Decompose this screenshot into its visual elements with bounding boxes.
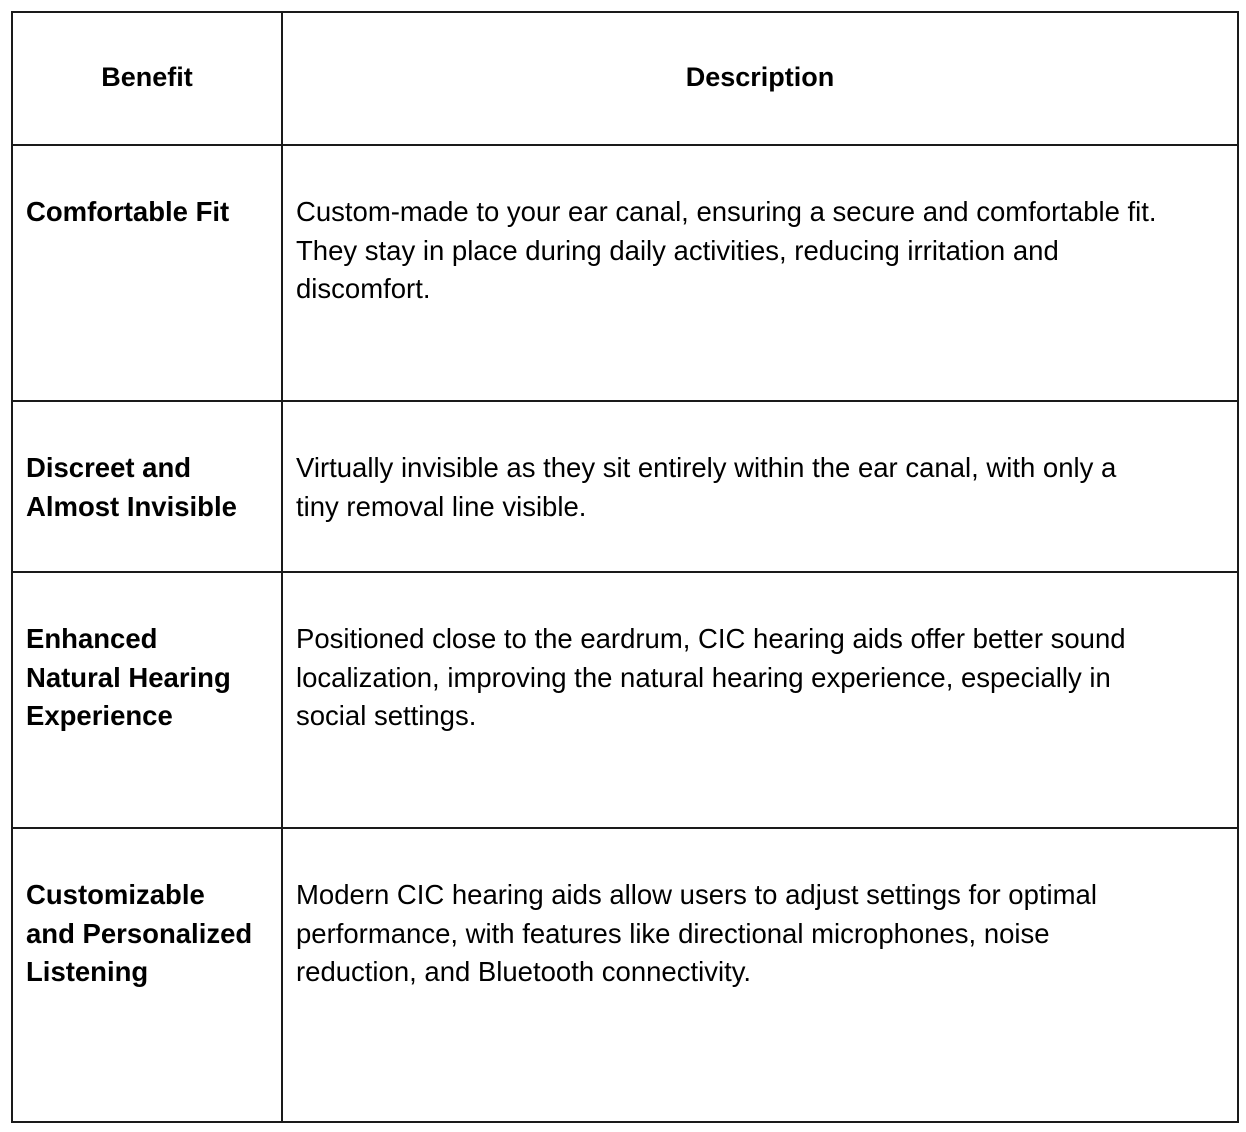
table-row xyxy=(12,572,1238,828)
description-line: tiny removal line visible. xyxy=(296,490,587,522)
description-line: They stay in place during daily activities, reducing irritation and xyxy=(296,234,1059,266)
description-line: Virtually invisible as they sit entirely within the ear canal, with only a xyxy=(296,452,1117,483)
benefit-line: Enhanced xyxy=(26,623,158,654)
benefit-cell xyxy=(12,401,282,572)
header-row xyxy=(12,12,1238,145)
description-line: Custom-made to your ear canal, ensuring a secure and comfortable fit. xyxy=(296,196,1157,227)
benefit-cell xyxy=(12,828,282,1122)
benefit-line: Listening xyxy=(26,956,149,987)
table-row xyxy=(12,828,1238,1122)
description-line: localization, improving the natural hearing experience, especially in xyxy=(296,661,1111,693)
description-cell xyxy=(282,401,1238,572)
benefit-line: Customizable xyxy=(26,879,205,910)
header-benefit: Benefit xyxy=(12,12,282,145)
description-line: Modern CIC hearing aids allow users to adjust settings for optimal xyxy=(296,879,1097,910)
benefit-cell xyxy=(12,572,282,828)
description-line: Positioned close to the eardrum, CIC hearing aids offer better sound xyxy=(296,623,1126,654)
header-description: Description xyxy=(282,12,1238,145)
benefit-line: and Personalized xyxy=(26,917,253,949)
benefit-line: Experience xyxy=(26,700,173,731)
benefit-cell xyxy=(12,145,282,401)
description-line: performance, with features like directional microphones, noise xyxy=(296,917,1050,949)
description-line: social settings. xyxy=(296,700,477,731)
description-line: reduction, and Bluetooth connectivity. xyxy=(296,956,752,987)
table-row xyxy=(12,145,1238,401)
description-cell xyxy=(282,145,1238,401)
description-line: discomfort. xyxy=(296,273,431,304)
benefit-line: Almost Invisible xyxy=(26,490,237,522)
benefit-line: Natural Hearing xyxy=(26,661,231,693)
benefit-line: Discreet and xyxy=(26,452,192,483)
table-row xyxy=(12,401,1238,572)
description-cell xyxy=(282,572,1238,828)
benefit-line: Comfortable Fit xyxy=(26,196,230,227)
benefits-table xyxy=(11,11,1239,1123)
description-cell xyxy=(282,828,1238,1122)
